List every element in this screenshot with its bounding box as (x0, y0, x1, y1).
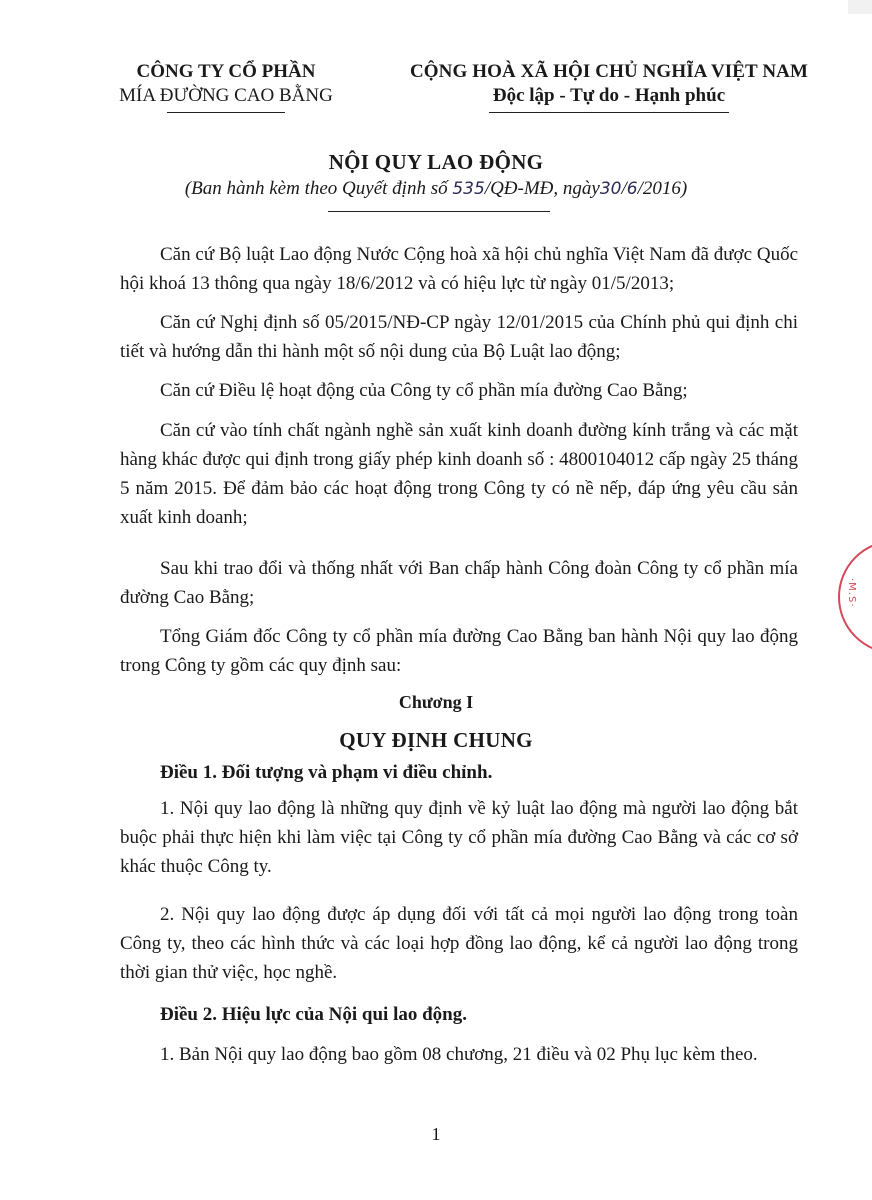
preamble-paragraph: Sau khi trao đổi và thống nhất với Ban chấp hành Công đoàn Công ty cổ phần mía đường Cao Bằng; (120, 558, 798, 608)
article-1-heading: Điều 1. Đối tượng và phạm vi điều chỉnh. (160, 762, 493, 783)
article-2-heading: Điều 2. Hiệu lực của Nội qui lao động. (160, 1004, 467, 1025)
handwritten-day: 30 (599, 179, 622, 199)
handwritten-month: 6 (626, 179, 638, 199)
preamble-paragraph: Tổng Giám đốc Công ty cổ phần mía đường Cao Bằng ban hành Nội quy lao động trong Công ty gồm các quy định sau: (120, 626, 798, 676)
article-1-item: 1. Nội quy lao động là những quy định về kỷ luật lao động mà người lao động bắt buộc phải thực hiện khi làm việc tại Công ty cổ phần mía đường Cao Bằng và các cơ sở khác thuộc Công ty. (120, 798, 798, 877)
preamble-paragraph: Căn cứ Bộ luật Lao động Nước Cộng hoà xã hội chủ nghĩa Việt Nam đã được Quốc hội khoá 13 thông qua ngày 18/6/2012 và có hiệu lực từ ngày 01/5/2013; (120, 244, 798, 294)
company-name-line1: CÔNG TY CỔ PHẦN (136, 61, 316, 82)
subtitle-sep: / (621, 178, 627, 199)
subtitle-mid: /QĐ-MĐ, ngày (484, 178, 600, 199)
article-2-item: 1. Bản Nội quy lao động bao gồm 08 chương, 21 điều và 02 Phụ lục kèm theo. (160, 1044, 758, 1065)
subtitle-underline (328, 211, 550, 212)
subtitle-prefix: (Ban hành kèm theo Quyết định số (184, 178, 453, 199)
page-number: 1 (431, 1124, 441, 1144)
chapter-title: QUY ĐỊNH CHUNG (339, 728, 533, 752)
national-header (404, 60, 814, 113)
chapter-label: Chương I (398, 692, 474, 712)
preamble-paragraph: Căn cứ Điều lệ hoạt động của Công ty cổ phần mía đường Cao Bằng; (160, 380, 688, 401)
company-name-line2: MÍA ĐƯỜNG CAO BẰNG (119, 85, 333, 106)
company-underline (167, 112, 285, 113)
article-1-item: 2. Nội quy lao động được áp dụng đối với tất cả mọi người lao động trong toàn Công ty, theo các hình thức và các loại hợp đồng lao động, kể cả người lao động trong thời gian thử việc, học nghề. (120, 904, 798, 983)
scan-edge-mark (848, 0, 872, 14)
preamble-paragraph: Căn cứ vào tính chất ngành nghề sản xuất kinh doanh đường kính trắng và các mặt hàng khác được qui định trong giấy phép kinh doanh số : 4800104012 cấp ngày 25 tháng 5 năm 2015. Để đảm bảo các hoạt động trong Công ty có nề nếp, đáp ứng yêu cầu sản xuất kinh doanh; (120, 420, 798, 528)
document-title: NỘI QUY LAO ĐỘNG (328, 150, 544, 174)
seal-text-fragment: ·M.S· (846, 578, 857, 608)
handwritten-decision-number: 535 (452, 179, 485, 199)
document-subtitle (0, 178, 872, 200)
nation-motto: Độc lập - Tự do - Hạnh phúc (492, 85, 726, 106)
nation-name: CỘNG HOÀ XÃ HỘI CHỦ NGHĨA VIỆT NAM (409, 61, 809, 82)
preamble-paragraph: Căn cứ Nghị định số 05/2015/NĐ-CP ngày 12/01/2015 của Chính phủ qui định chi tiết và hướng dẫn thi hành một số nội dung của Bộ Luật lao động; (120, 312, 798, 362)
motto-underline (489, 112, 729, 113)
company-header (112, 60, 340, 113)
subtitle-suffix: /2016) (637, 178, 688, 199)
